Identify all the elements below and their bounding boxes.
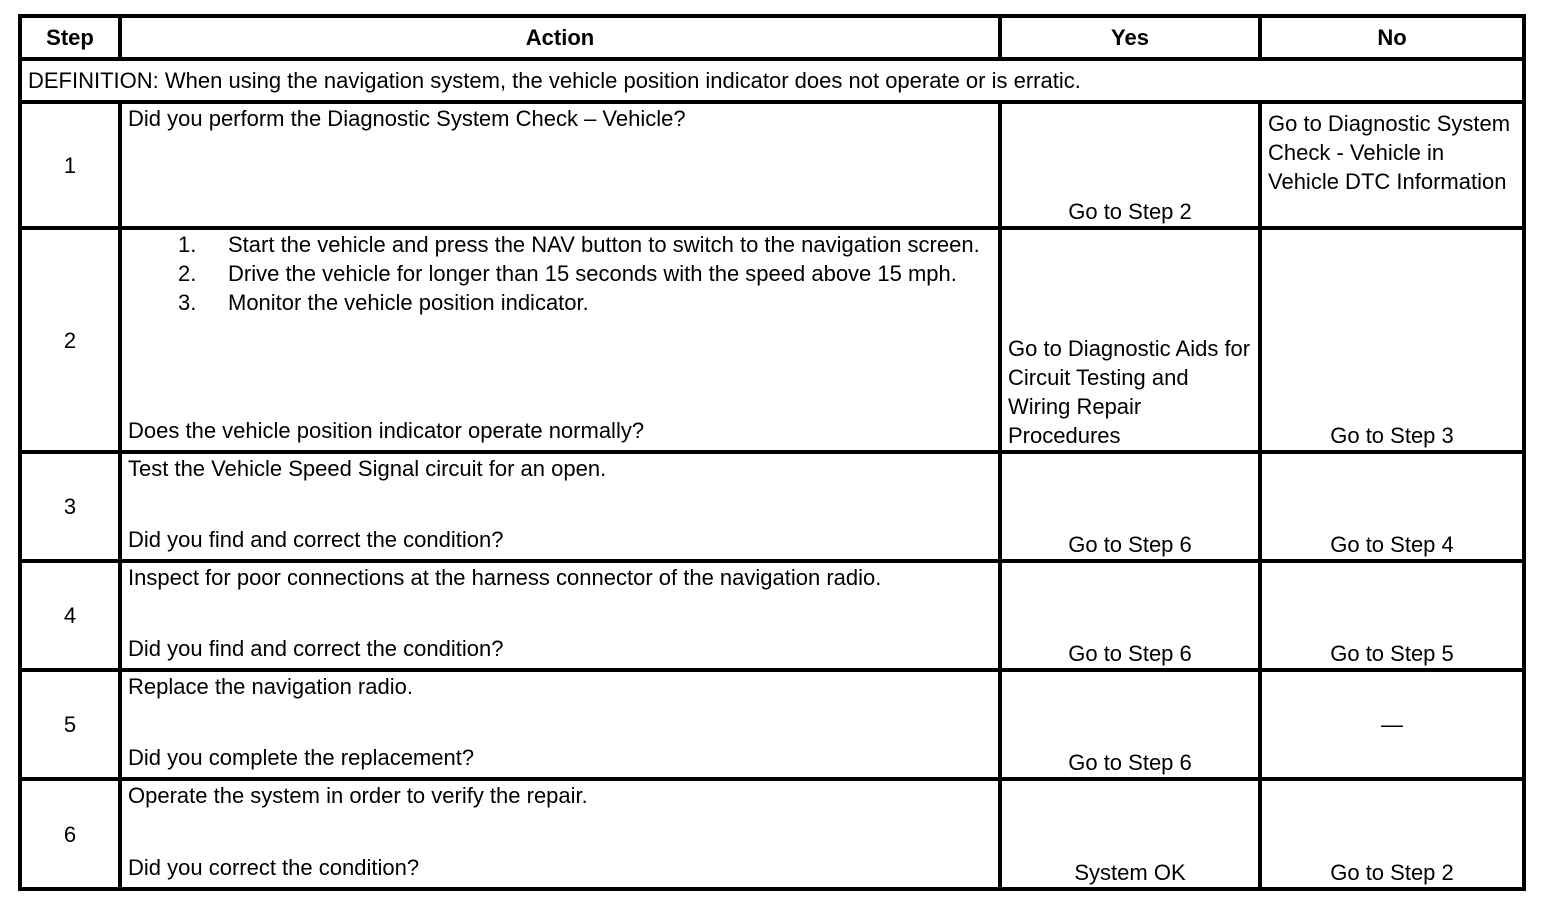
question-text: Does the vehicle position indicator operate normally? [128, 418, 645, 443]
no-cell: Go to Step 2 [1260, 779, 1524, 889]
action-content [128, 563, 992, 663]
header-row [20, 16, 1524, 59]
step-number: 4 [20, 561, 120, 670]
list-item [178, 259, 992, 288]
yes-cell: Go to Step 6 [1000, 561, 1260, 670]
procedure-list [128, 230, 992, 317]
action-cell [120, 779, 1000, 889]
step-number: 6 [20, 779, 120, 889]
list-number: 3. [178, 290, 197, 315]
header-no: No [1260, 16, 1524, 59]
list-text: Drive the vehicle for longer than 15 seconds with the speed above 15 mph. [228, 261, 957, 286]
no-cell: Go to Diagnostic System Check - Vehicle in Vehicle DTC Information [1260, 102, 1524, 228]
table-row [20, 561, 1524, 670]
diagnostic-table [18, 14, 1526, 891]
yes-cell: Go to Diagnostic Aids for Circuit Testing and Wiring Repair Procedures [1000, 228, 1260, 452]
action-content [128, 781, 992, 882]
action-text: Operate the system in order to verify the repair. [128, 783, 588, 808]
table-row [20, 452, 1524, 561]
table-row [20, 228, 1524, 452]
no-cell: Go to Step 5 [1260, 561, 1524, 670]
step-number: 1 [20, 102, 120, 228]
list-number: 1. [178, 232, 197, 257]
yes-cell: Go to Step 2 [1000, 102, 1260, 228]
list-item [178, 288, 992, 317]
yes-cell: Go to Step 6 [1000, 452, 1260, 561]
header-yes: Yes [1000, 16, 1260, 59]
action-cell [120, 561, 1000, 670]
action-cell [120, 452, 1000, 561]
action-cell [120, 670, 1000, 779]
definition-text: DEFINITION: When using the navigation system, the vehicle position indicator does not operate or is erratic. [20, 59, 1524, 102]
no-cell: Go to Step 3 [1260, 228, 1524, 452]
definition-row [20, 59, 1524, 102]
yes-cell: System OK [1000, 779, 1260, 889]
action-text: Inspect for poor connections at the harness connector of the navigation radio. [128, 565, 882, 590]
step-number: 2 [20, 228, 120, 452]
action-text: Did you perform the Diagnostic System Check – Vehicle? [128, 106, 686, 131]
action-text: Replace the navigation radio. [128, 674, 413, 699]
question-text: Did you complete the replacement? [128, 745, 475, 770]
question-text: Did you correct the condition? [128, 855, 420, 880]
list-text: Start the vehicle and press the NAV button to switch to the navigation screen. [228, 232, 980, 257]
yes-cell: Go to Step 6 [1000, 670, 1260, 779]
header-step: Step [20, 16, 120, 59]
list-number: 2. [178, 261, 197, 286]
action-cell [120, 102, 1000, 228]
action-content [128, 672, 992, 772]
table-row [20, 779, 1524, 889]
no-cell: Go to Step 4 [1260, 452, 1524, 561]
step-number: 5 [20, 670, 120, 779]
step-number: 3 [20, 452, 120, 561]
action-cell [120, 228, 1000, 452]
question-text: Did you find and correct the condition? [128, 527, 504, 552]
action-content [128, 230, 992, 445]
header-action: Action [120, 16, 1000, 59]
question-text: Did you find and correct the condition? [128, 636, 504, 661]
action-content [128, 454, 992, 554]
list-item [178, 230, 992, 259]
no-cell: — [1260, 670, 1524, 779]
action-text: Test the Vehicle Speed Signal circuit for an open. [128, 456, 607, 481]
table-row [20, 102, 1524, 228]
table-row [20, 670, 1524, 779]
list-text: Monitor the vehicle position indicator. [228, 290, 589, 315]
